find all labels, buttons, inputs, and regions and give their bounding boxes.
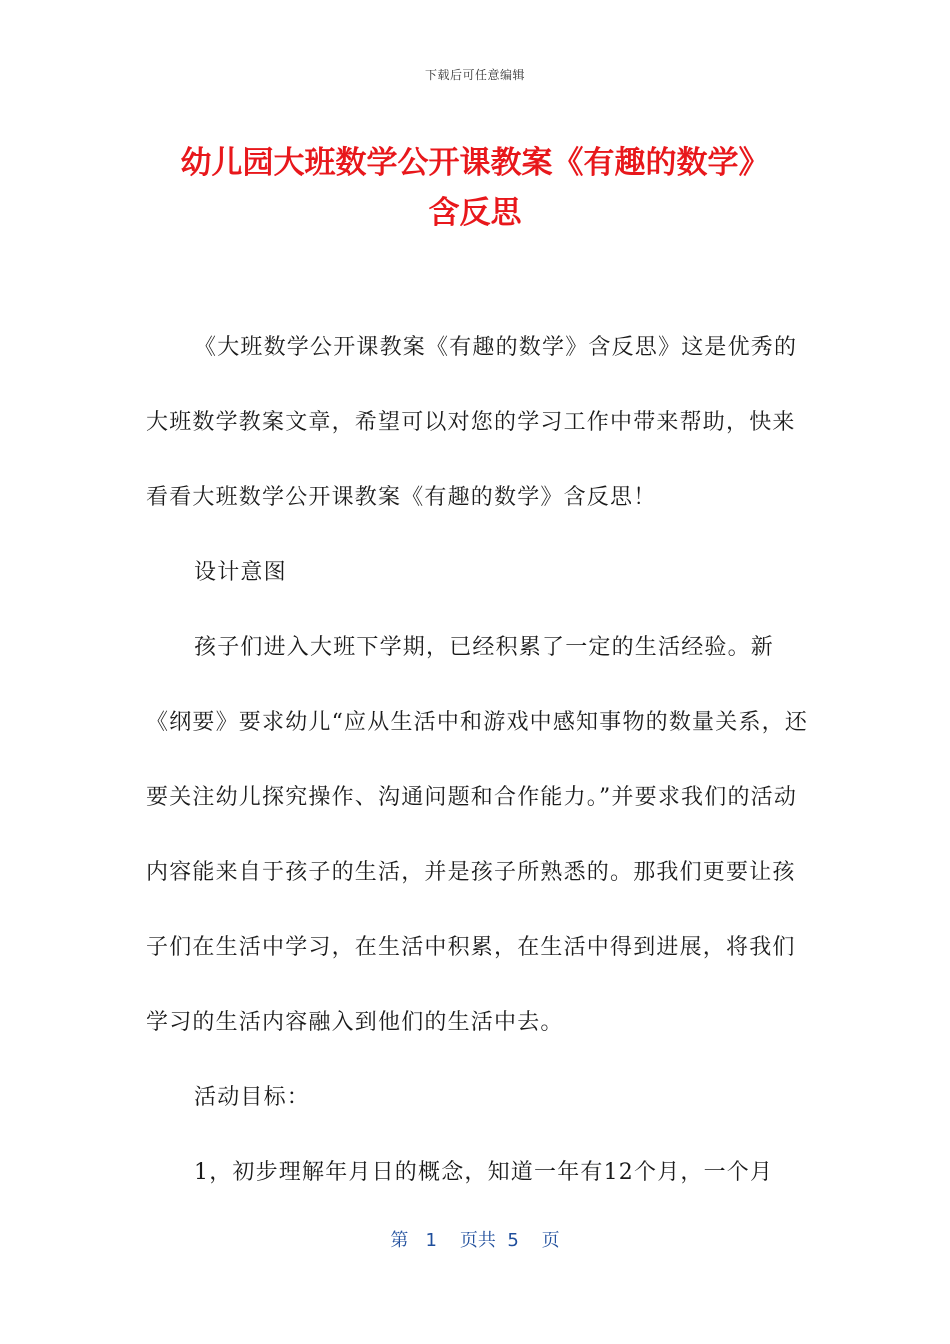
document-body bbox=[146, 310, 816, 1210]
footer-middle: 页共 bbox=[459, 1230, 496, 1251]
objective-item-1: 1，初步理解年月日的概念，知道一年有12个月，一个月 bbox=[194, 1160, 774, 1185]
footer-suffix: 页 bbox=[541, 1230, 560, 1251]
section-heading-design-intent: 设计意图 bbox=[194, 560, 287, 585]
page-footer bbox=[0, 1226, 950, 1252]
intro-paragraph: 《大班数学公开课教案《有趣的数学》含反思》这是优秀的大班数学教案文章，希望可以对您的学习工作中带来帮助，快来看看大班数学公开课教案《有趣的数学》含反思！ bbox=[146, 335, 798, 510]
design-intent-paragraph: 孩子们进入大班下学期，已经积累了一定的生活经验。新《纲要》要求幼儿“应从生活中和游戏中感知事物的数量关系，还要关注幼儿探究操作、沟通问题和合作能力。”并要求我们的活动内容能来自于孩子的生活，并是孩子所熟悉的。那我们更要让孩子们在生活中学习，在生活中积累，在生活中得到进展，将我们学习的生活内容融入到他们的生活中去。 bbox=[146, 635, 809, 1035]
footer-total-pages: 5 bbox=[507, 1230, 519, 1251]
section-heading-objectives: 活动目标： bbox=[194, 1085, 311, 1110]
document-title bbox=[120, 138, 830, 238]
footer-prefix: 第 bbox=[390, 1230, 409, 1251]
footer-current-page: 1 bbox=[425, 1230, 437, 1251]
title-line-2: 含反思 bbox=[428, 195, 522, 231]
header-note: 下载后可任意编辑 bbox=[424, 68, 525, 82]
title-line-1: 幼儿园大班数学公开课教案《有趣的数学》 bbox=[180, 145, 770, 181]
